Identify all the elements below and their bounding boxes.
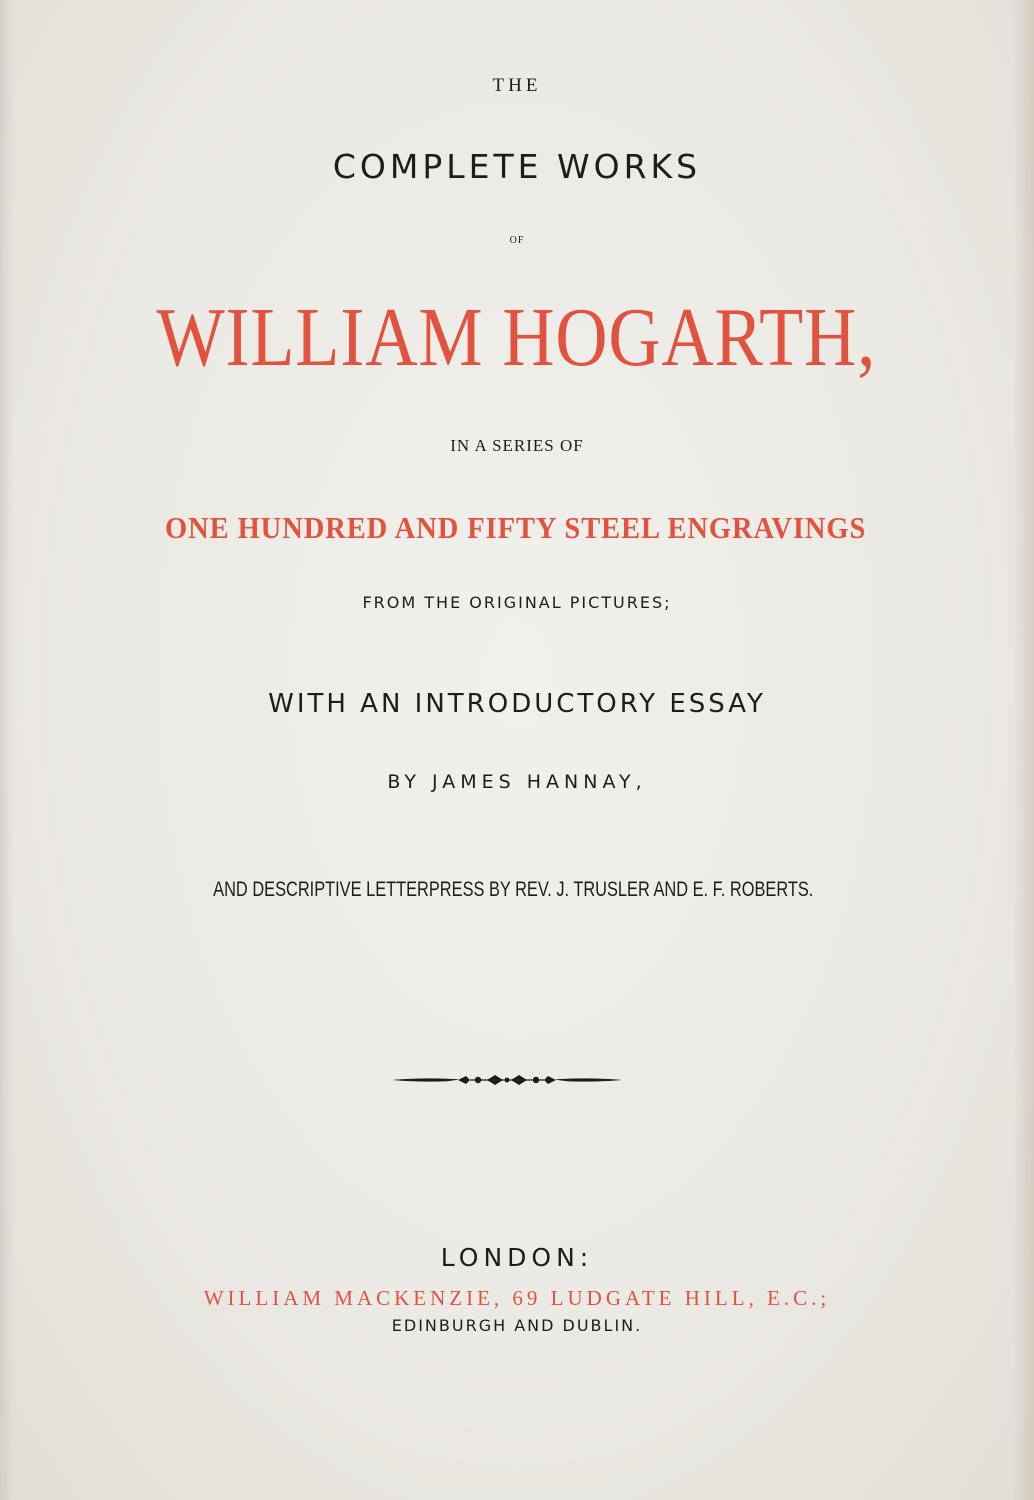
- imprint-city: LONDON:: [440, 1243, 594, 1272]
- title-complete-works: COMPLETE WORKS: [332, 147, 702, 186]
- imprint-publisher: WILLIAM MACKENZIE, 69 LUDGATE HILL, E.C.;: [203, 1286, 831, 1310]
- engravings-line: ONE HUNDRED AND FIFTY STEEL ENGRAVINGS: [164, 510, 867, 545]
- in-a-series-of: IN A SERIES OF: [450, 436, 584, 455]
- letterpress-credit: AND DESCRIPTIVE LETTERPRESS BY REV. J. TRUSLER AND E. F. ROBERTS.: [213, 878, 814, 901]
- author-name: WILLIAM HOGARTH,: [156, 291, 877, 384]
- page-left-edge: [0, 0, 14, 1500]
- page-right-edge: [1012, 0, 1034, 1500]
- decorative-rule-icon: [392, 1071, 622, 1089]
- title-of: OF: [509, 235, 525, 246]
- from-original-pictures: FROM THE ORIGINAL PICTURES;: [362, 593, 672, 612]
- title-the: THE: [492, 75, 542, 96]
- imprint-other-cities: EDINBURGH AND DUBLIN.: [391, 1316, 643, 1335]
- introductory-essay: WITH AN INTRODUCTORY ESSAY: [268, 689, 766, 719]
- essay-author: BY JAMES HANNAY,: [387, 771, 647, 793]
